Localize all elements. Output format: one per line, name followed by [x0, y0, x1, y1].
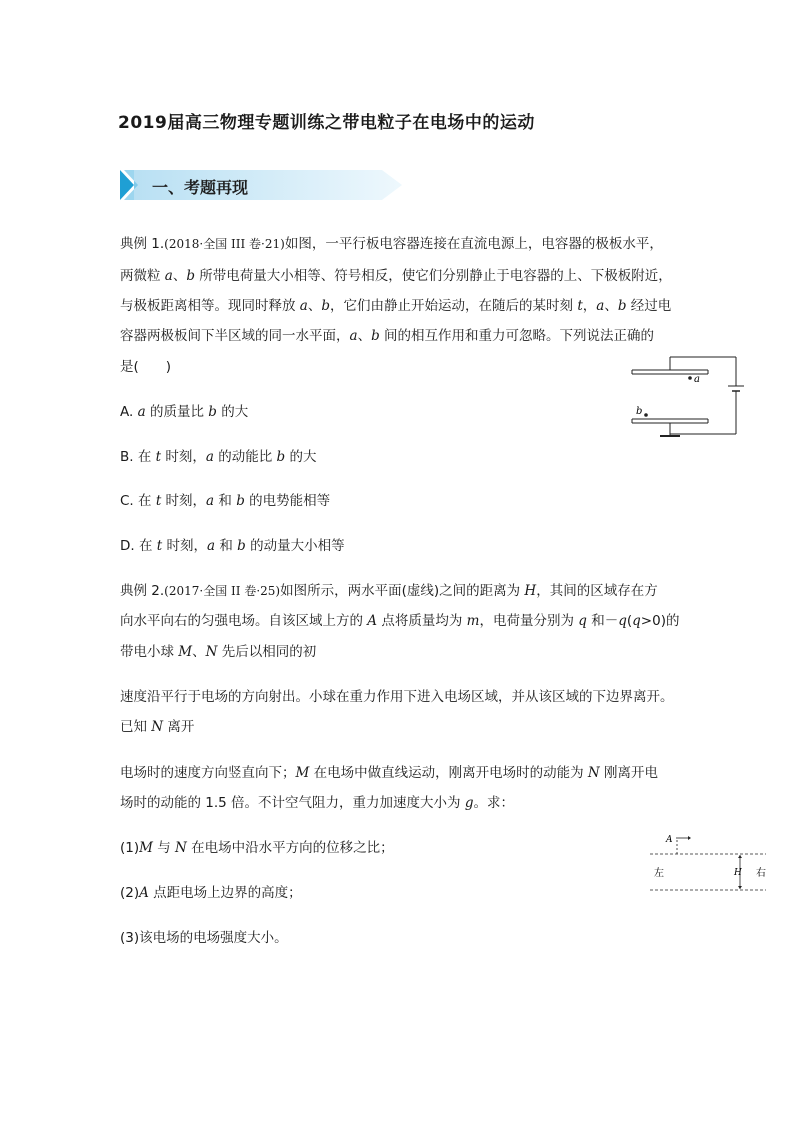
- example2-label: 典例 2.: [120, 583, 165, 599]
- example1-text: 如图，一平行板电容器连接在直流电源上，电容器的极板水平，: [284, 236, 663, 252]
- example1-line3: 与极板距离相等。现同时释放 a、b，它们由静止开始运动，在随后的某时刻 t，a、b 经过电: [120, 298, 672, 314]
- arrow-right-icon: [688, 836, 691, 840]
- particle-b: [644, 413, 648, 417]
- example2-source: (2017·全国 II 卷·25): [164, 584, 281, 598]
- document-title: 2019届高三物理专题训练之带电粒子在电场中的运动: [118, 113, 535, 133]
- example1-line5: 是( ): [120, 359, 172, 375]
- example2-line2: 向水平向右的匀强电场。自该区域上方的 A 点将质量均为 m，电荷量分别为 q 和－q(q>0)的: [120, 613, 680, 629]
- section-heading: 一、考题再现: [152, 178, 249, 197]
- example1-line4: 容器两极板间下半区域的同一水平面，a、b 间的相互作用和重力可忽略。下列说法正确的: [120, 328, 655, 344]
- option-c: C. 在 t 时刻，a 和 b 的电势能相等: [120, 493, 331, 509]
- label-left: 左: [654, 868, 664, 879]
- example2-line1: 典例 2.(2017·全国 II 卷·25)如图所示，两水平面(虚线)之间的距离为 H，其间的区域存在方: [120, 583, 658, 599]
- example2-line7: 场时的动能的 1.5 倍。不计空气阻力，重力加速度大小为 g。求：: [120, 795, 514, 811]
- option-a: A. a 的质量比 b 的大: [120, 404, 249, 420]
- example2-line3: 带电小球 M、N 先后以相同的初: [120, 644, 317, 660]
- example2-line4: 速度沿平行于电场的方向射出。小球在重力作用下进入电场区域，并从该区域的下边界离开。: [120, 689, 674, 705]
- label-b: b: [636, 406, 643, 417]
- label-H: H: [734, 868, 742, 878]
- example2-line6: 电场时的速度方向竖直向下；M 在电场中做直线运动，刚离开电场时的动能为 N 刚离开电: [120, 765, 659, 781]
- example1-line2: 两微粒 a、b 所带电荷量大小相等、符号相反，使它们分别静止于电容器的上、下极板附近，: [120, 268, 672, 284]
- example1-label: 典例 1.: [120, 236, 165, 252]
- particle-a: [688, 376, 692, 380]
- label-A: A: [666, 835, 673, 845]
- label-right: 右: [756, 868, 766, 879]
- label-a: a: [694, 374, 700, 385]
- option-d: D. 在 t 时刻，a 和 b 的动量大小相等: [120, 538, 345, 554]
- capacitor-figure: [628, 352, 744, 442]
- field-region-figure: [648, 828, 770, 898]
- example1-line1: [120, 234, 663, 254]
- example1-source: (2018·全国 III 卷·21): [164, 237, 285, 251]
- question-1: (1)M 与 N 在电场中沿水平方向的位移之比；: [120, 840, 394, 856]
- example2-line5: 已知 N 离开: [120, 719, 195, 735]
- option-b: B. 在 t 时刻，a 的动能比 b 的大: [120, 449, 317, 465]
- question-3: (3)该电场的电场强度大小。: [120, 930, 288, 946]
- question-2: (2)A 点距电场上边界的高度；: [120, 885, 302, 901]
